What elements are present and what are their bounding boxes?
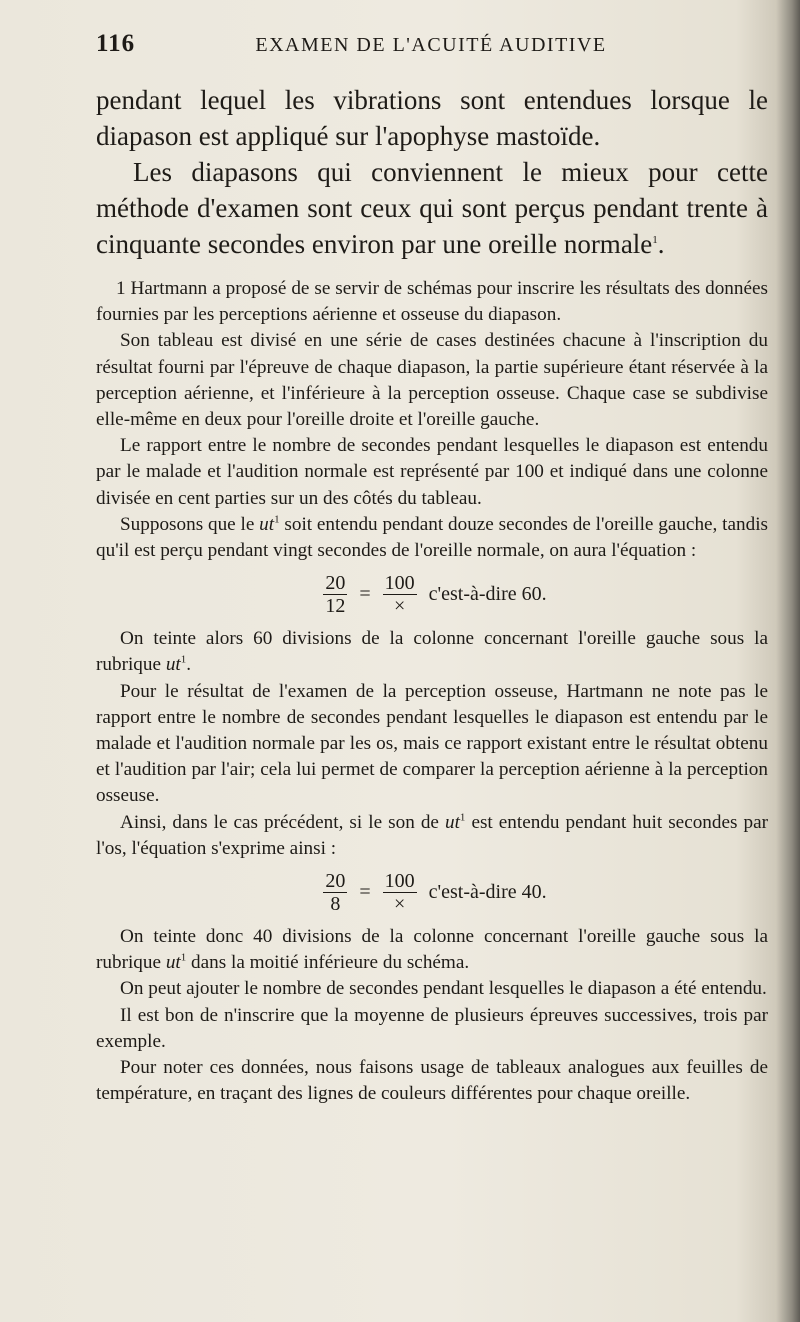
footnote-paragraph-9: On peut ajouter le nombre de secondes pendant lesquelles le diapason a été entendu.: [120, 978, 767, 1000]
fraction: $\frac{100}{\times}$: [384, 869, 415, 915]
footnote-paragraph-2: Son tableau est divisé en une série de cases destinées chacune à l'inscription du résultat fourni par l'épreuve de chaque diapason, la partie supérieure étant réservée à la perception aérienne, et l'inférieure à la perception osseuse. Chaque case se subdivise elle-même en deux pour l'oreille droite et l'oreille gauche.: [96, 330, 768, 431]
footnote-paragraph-5: On teinte alors 60 divisions de la colonne concernant l'oreille gauche sous la rubrique $ut^1$.: [96, 628, 768, 676]
page-number: 116: [96, 30, 136, 57]
main-paragraph-2: Les diapasons qui conviennent le mieux pour cette méthode d'examen sont ceux qui sont perçus pendant trente à cinquante secondes environ par une oreille normale$^1$.: [96, 157, 768, 259]
main-paragraph-1: pendant lequel les vibrations sont entendues lorsque le diapason est appliqué sur l'apophyse mastoïde.: [96, 85, 768, 151]
footnote-paragraph-6: Pour le résultat de l'examen de la perception osseuse, Hartmann ne note pas le rapport entre le nombre de secondes pendant lesquelles le diapason est entendu par le malade et l'audition normale par les os, mais ce rapport existant entre le résultat obtenu et l'audition par l'air; cela lui permet de comparer la perception aérienne à la perception osseuse.: [96, 680, 768, 807]
footnotes: [96, 276, 768, 1107]
equation-2: $\frac{20}{8}$ = $\frac{100}{\times}$ c'est-à-dire 40.: [325, 869, 547, 915]
footnote-paragraph-3: Le rapport entre le nombre de secondes pendant lesquelles le diapason est entendu par le malade et l'audition normale est représenté par 100 et indiqué dans une colonne divisée en cent parties sur un des côtés du tableau.: [96, 435, 768, 509]
page-body: [96, 82, 768, 1107]
equation-1: $\frac{20}{12}$ = $\frac{100}{\times}$ c'est-à-dire 60.: [325, 571, 547, 617]
footnote-marker: 1: [116, 278, 126, 299]
footnote-paragraph-7: Ainsi, dans le cas précédent, si le son de $ut^1$ est entendu pendant huit secondes par l'os, l'équation s'exprime ainsi :: [96, 811, 769, 859]
page-header: [96, 28, 766, 68]
running-head: EXAMEN DE L'ACUITÉ AUDITIVE: [255, 34, 607, 56]
fraction: $\frac{20}{12}$: [325, 571, 346, 617]
fraction: $\frac{100}{\times}$: [384, 571, 415, 617]
footnote-paragraph-1: 1 Hartmann a proposé de se servir de schémas pour inscrire les résultats des données fournies par les perceptions aérienne et osseuse du diapason.: [96, 278, 768, 326]
fraction: $\frac{20}{8}$: [325, 869, 346, 915]
footnote-paragraph-10: Il est bon de n'inscrire que la moyenne de plusieurs épreuves successives, trois par exemple.: [96, 1004, 768, 1052]
footnote-ref: 1: [652, 234, 658, 246]
footnote-paragraph-8: On teinte donc 40 divisions de la colonne concernant l'oreille gauche sous la rubrique $ut^1$ dans la moitié inférieure du schéma.: [96, 926, 768, 974]
footnote-paragraph-4: Supposons que le $ut^1$ soit entendu pendant douze secondes de l'oreille gauche, tandis qu'il est perçu pendant vingt secondes de l'oreille normale, on aura l'équation :: [96, 513, 768, 562]
footnote-paragraph-11: Pour noter ces données, nous faisons usage de tableaux analogues aux feuilles de température, en traçant des lignes de couleurs différentes pour chaque oreille.: [96, 1057, 768, 1105]
main-text: [96, 82, 768, 262]
